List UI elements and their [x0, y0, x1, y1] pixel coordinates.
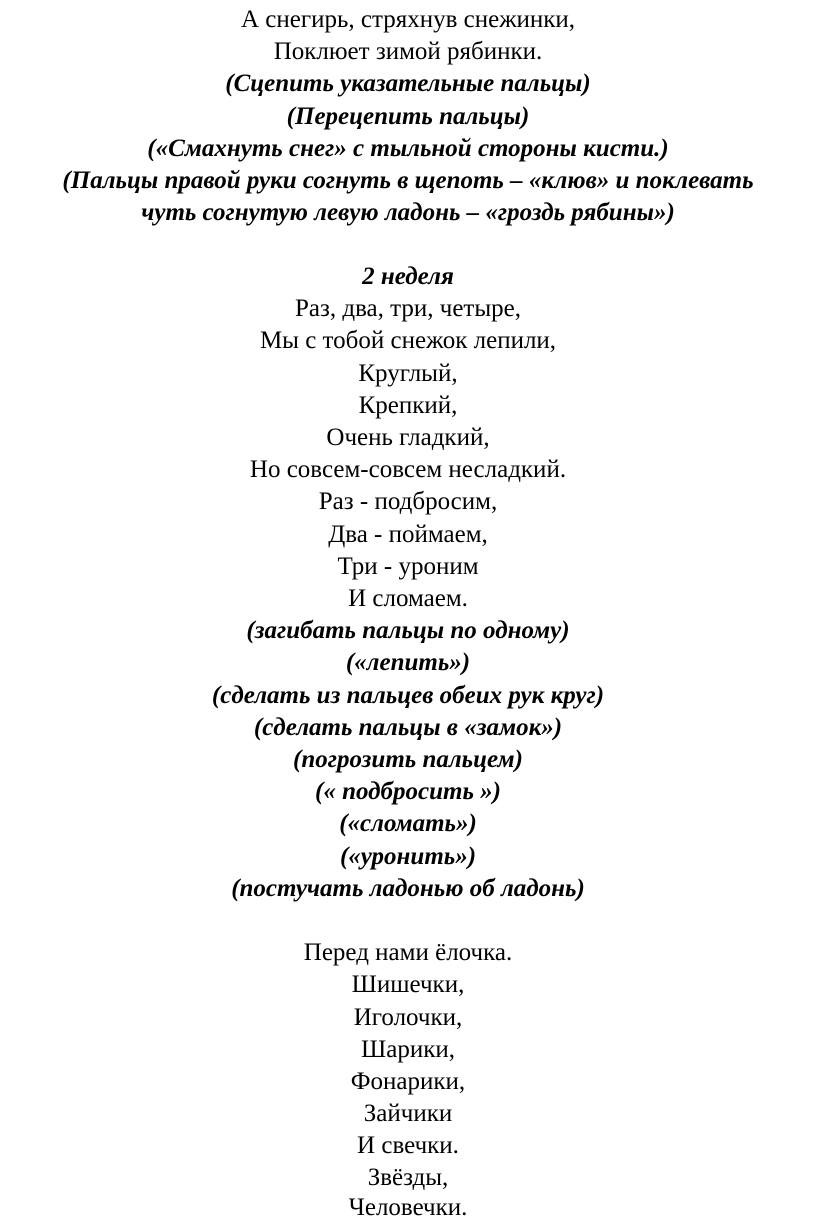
verse-line: И сломаем.	[348, 585, 468, 612]
instruction-line: («Смахнуть снег» с тыльной стороны кисти.)	[147, 135, 669, 162]
instruction-line: (постучать ладонью об ладонь)	[231, 875, 585, 902]
instruction-line: (Сцепить указательные пальцы)	[225, 70, 591, 97]
verse-line: Мы с тобой снежок лепили,	[259, 327, 557, 354]
verse-line: Фонарики,	[350, 1068, 466, 1095]
verse-line: Очень гладкий,	[326, 424, 490, 451]
instruction-line: (погрозить пальцем)	[293, 746, 523, 773]
instruction-line: (Перецепить пальцы)	[286, 103, 530, 130]
verse-line: Круглый,	[358, 360, 458, 387]
verse-line: Зайчики	[363, 1100, 453, 1127]
verse-line: Шарики,	[361, 1036, 455, 1063]
verse-line: Перед нами ёлочка.	[303, 939, 513, 966]
instruction-line: («сломать»)	[339, 810, 477, 837]
instruction-line: (Пальцы правой руки согнуть в щепоть – «клюв» и поклевать	[62, 167, 754, 194]
verse-line: А снегирь, стряхнув снежинки,	[240, 6, 576, 33]
instruction-line: («уронить»)	[339, 843, 477, 870]
verse-line: Звёзды,	[367, 1164, 449, 1191]
verse-line: Но совсем-совсем несладкий.	[249, 456, 567, 483]
verse-line: Шишечки,	[351, 971, 465, 998]
verse-line: Иголочки,	[353, 1004, 463, 1031]
instruction-line: (загибать пальцы по одному)	[246, 617, 570, 644]
instruction-line: («лепить»)	[345, 649, 471, 676]
verse-line: Раз - подбросим,	[318, 488, 498, 515]
verse-line: Два - поймаем,	[328, 521, 488, 548]
verse-line: Крепкий,	[358, 392, 458, 419]
verse-line: Поклюет зимой рябинки.	[273, 38, 543, 65]
instruction-line: (сделать пальцы в «замок»)	[253, 714, 563, 741]
instruction-line: (« подбросить »)	[315, 778, 501, 805]
verse-line: Человечки.	[348, 1194, 468, 1221]
verse-line: Три - уроним	[337, 553, 479, 580]
instruction-line: чуть согнутую левую ладонь – «гроздь рябины»)	[141, 199, 675, 226]
verse-line: И свечки.	[357, 1132, 459, 1159]
section-heading: 2 неделя	[362, 263, 454, 290]
verse-line: Раз, два, три, четыре,	[294, 295, 521, 322]
instruction-line: (сделать из пальцев обеих рук круг)	[211, 682, 605, 709]
